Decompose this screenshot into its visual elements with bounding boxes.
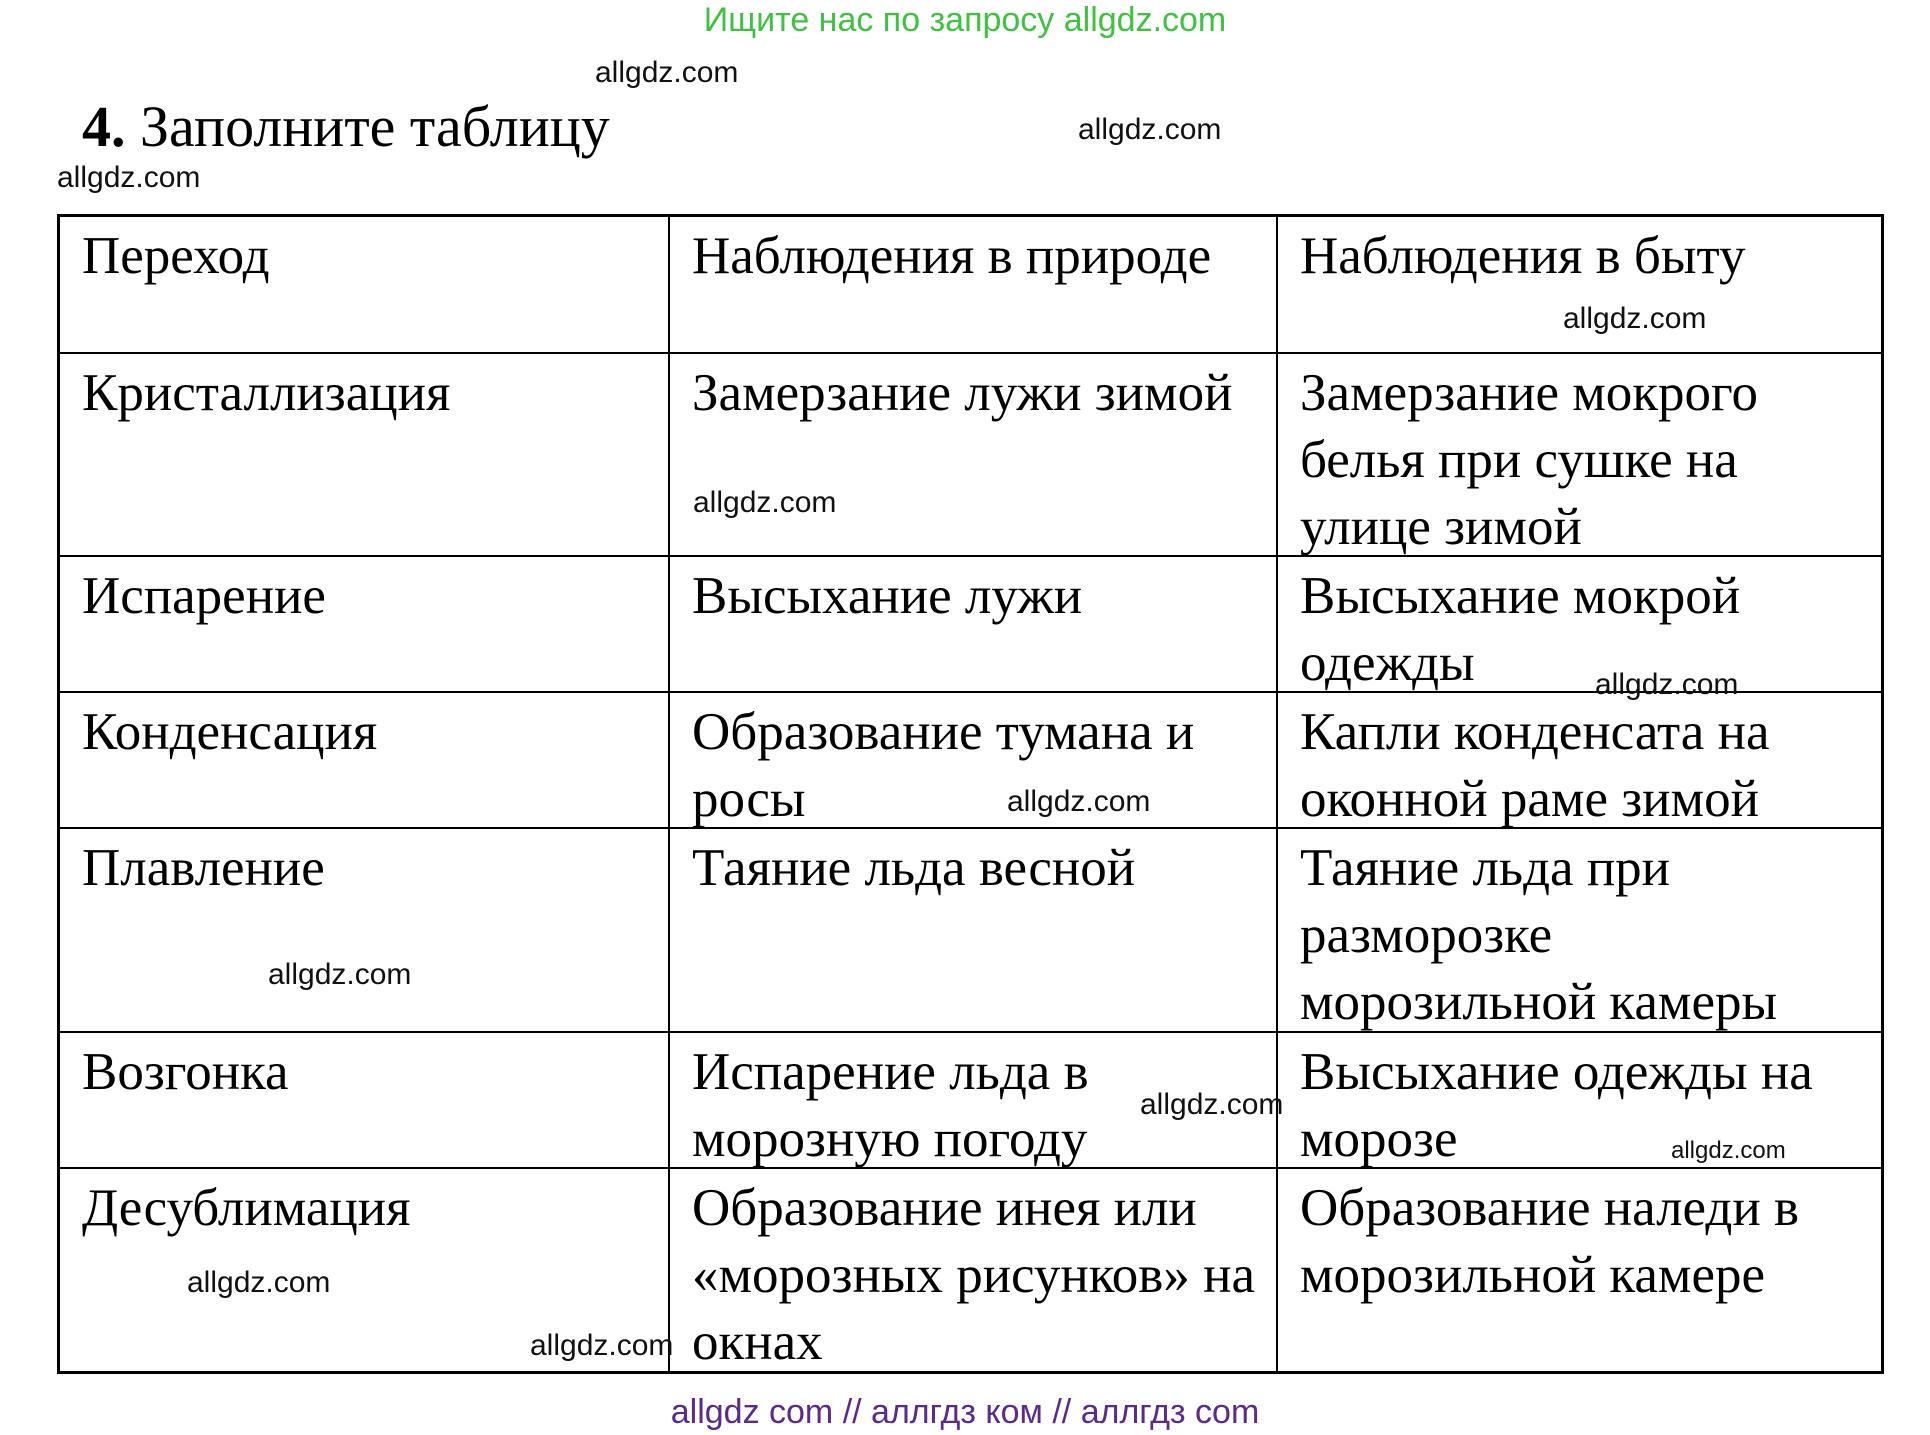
- table-cell-transition: Кристаллизация: [60, 354, 670, 557]
- watermark: allgdz.com: [187, 1266, 331, 1299]
- header-cell-nature: Наблюдения в природе: [670, 217, 1278, 354]
- table-cell-nature: Замерзание лужи зимой: [670, 354, 1278, 557]
- top-banner: Ищите нас по запросу allgdz.com: [703, 1, 1227, 39]
- table-cell-nature: Высыхание лужи: [670, 557, 1278, 693]
- watermark: allgdz.com: [1563, 302, 1707, 335]
- watermark: allgdz.com: [1078, 113, 1222, 146]
- table-cell-home: Замерзание мокрого белья при сушке на улице зимой: [1278, 354, 1881, 557]
- watermark: allgdz.com: [1140, 1088, 1284, 1121]
- table-cell-transition: Плавление: [60, 829, 670, 1033]
- watermark: allgdz.com: [530, 1329, 674, 1362]
- header-cell-home: Наблюдения в быту: [1278, 217, 1881, 354]
- table-cell-home: Капли конденсата на оконной раме зимой: [1278, 693, 1881, 829]
- task-heading: [82, 92, 610, 162]
- watermark: allgdz.com: [595, 56, 739, 89]
- table-cell-home: Образование наледи в морозильной камере: [1300, 1179, 1799, 1304]
- table-cell-nature: Испарение льда в морозную погоду: [670, 1033, 1278, 1169]
- watermark: allgdz.com: [268, 958, 412, 991]
- table-cell-home: Высыхание одежды на морозе: [1278, 1033, 1881, 1169]
- table-cell-nature: Таяние льда весной: [670, 829, 1278, 1033]
- table-cell-transition: Десублимация: [60, 1169, 670, 1371]
- bottom-banner: allgdz com // аллгдз ком // аллгдз com: [670, 1393, 1260, 1431]
- task-number: 4.: [82, 94, 126, 159]
- watermark: allgdz.com: [1007, 785, 1151, 818]
- table-cell-transition: Испарение: [60, 557, 670, 693]
- watermark: allgdz.com: [693, 486, 837, 519]
- table-cell-home: Высыхание мокрой одежды: [1278, 557, 1881, 693]
- table-cell-transition: Возгонка: [60, 1033, 670, 1169]
- watermark: allgdz.com: [1595, 668, 1739, 701]
- watermark: allgdz.com: [1671, 1137, 1786, 1164]
- task-title: Заполните таблицу: [140, 94, 610, 159]
- table-cell-nature: Образование инея или «морозных рисунков» на окнах: [670, 1169, 1278, 1371]
- table-cell-transition: Конденсация: [60, 693, 670, 829]
- watermark: allgdz.com: [57, 161, 201, 194]
- table-cell-nature: Образование тумана и росы: [670, 693, 1278, 829]
- answer-table: [57, 214, 1884, 1374]
- table-cell-home: Таяние льда при разморозке морозильной камеры: [1278, 829, 1881, 1033]
- header-cell-transition: Переход: [60, 217, 670, 354]
